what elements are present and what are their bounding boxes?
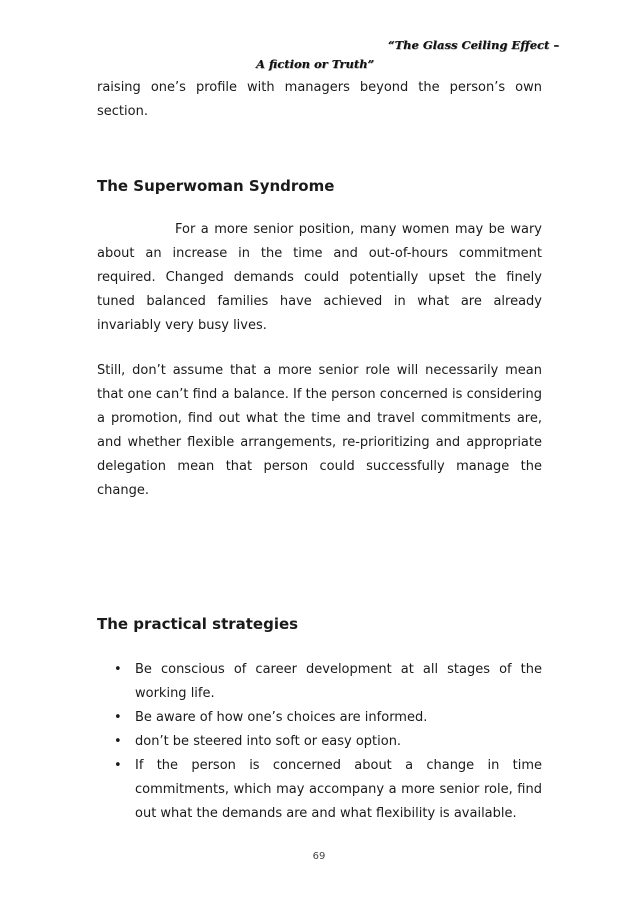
bullet-icon: • (114, 758, 122, 773)
strategies-list (97, 658, 542, 826)
page-number: 69 (312, 851, 326, 862)
section-heading-strategies: The practical strategies (97, 615, 299, 633)
superwoman-paragraph-1: For a more senior position, many women may be wary about an increase in the time and out-of-hours commitment required. Changed demands could potentially upset the finely tuned balanced families have achieved in what are already invariably very busy lives. (97, 222, 542, 333)
list-item-text: Be aware of how one’s choices are informed. (135, 710, 428, 725)
page-content (97, 76, 542, 826)
list-item (97, 730, 542, 754)
superwoman-paragraph-2: Still, don’t assume that a more senior role will necessarily mean that one can’t find a balance. If the person concerned is considering a promotion, find out what the time and travel commitments are, and whether flexible arrangements, re-prioritizing and appropriate delegation mean that person could successfully manage the change. (97, 363, 542, 498)
list-item-text: Be conscious of career development at all stages of the working life. (135, 662, 542, 701)
running-header-line-2: A fiction or Truth” (256, 57, 375, 71)
list-item (97, 754, 542, 826)
running-header-line-1: “The Glass Ceiling Effect – (388, 38, 560, 52)
section-heading-superwoman: The Superwoman Syndrome (97, 177, 335, 195)
list-item-text: If the person is concerned about a change in time commitments, which may accompany a more senior role, find out what the demands are and what flexibility is available. (135, 758, 542, 821)
bullet-icon: • (114, 662, 122, 677)
list-item (97, 658, 542, 706)
list-item (97, 706, 542, 730)
list-item-text: don’t be steered into soft or easy option. (135, 734, 402, 749)
bullet-icon: • (114, 710, 122, 725)
bullet-icon: • (114, 734, 122, 749)
continued-paragraph: raising one’s profile with managers beyond the person’s own section. (97, 80, 542, 119)
